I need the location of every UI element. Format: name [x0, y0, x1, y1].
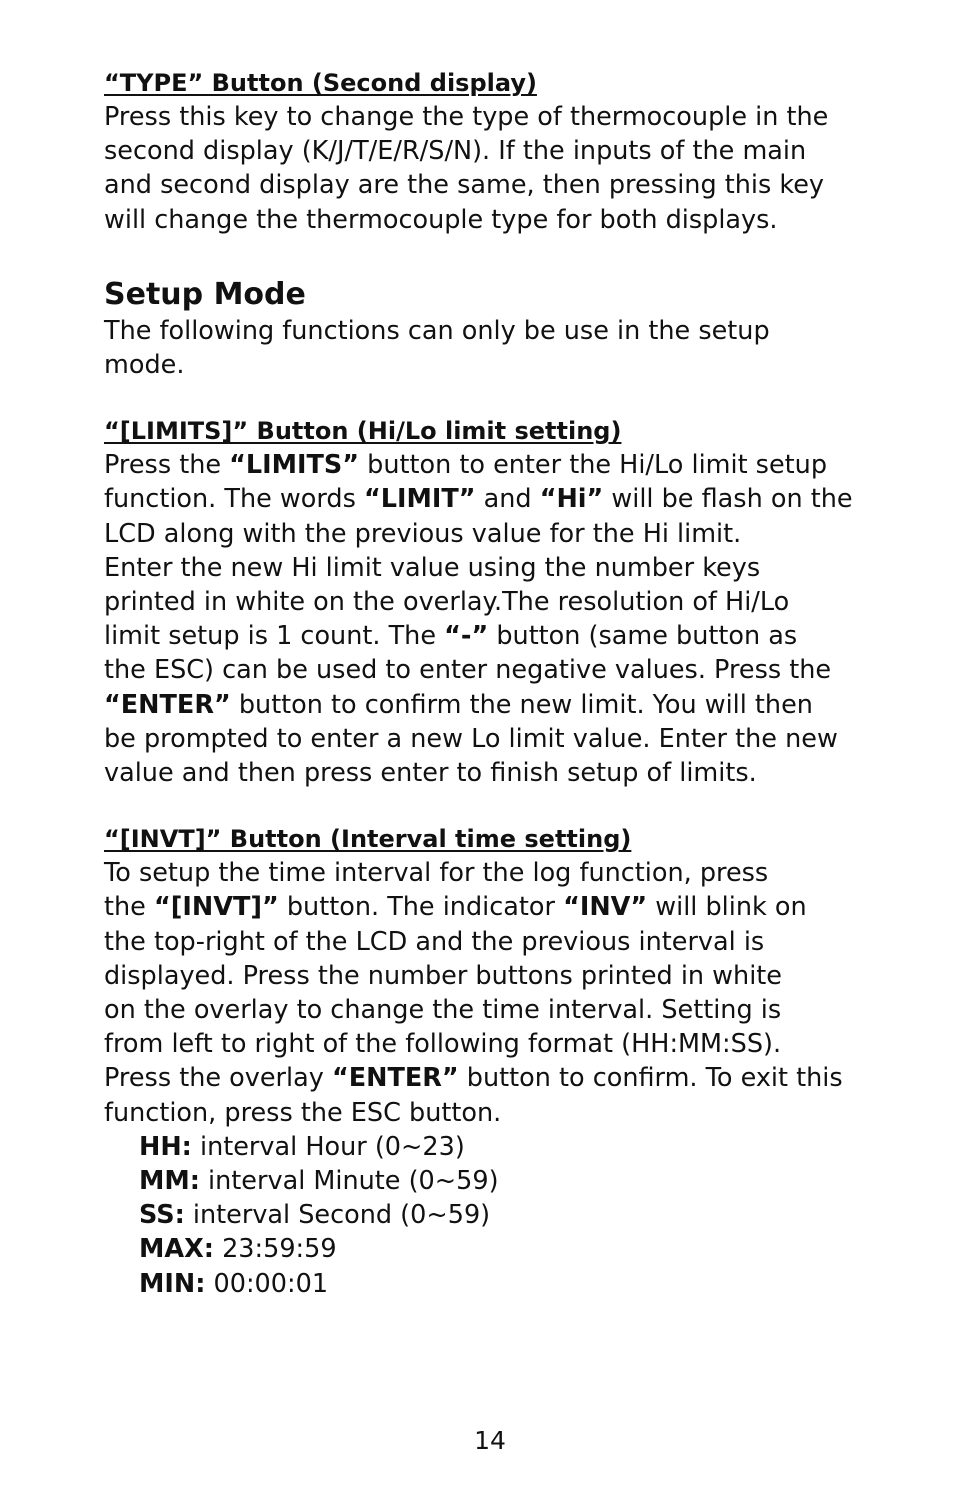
spec-value: interval Minute (0~59)	[199, 1166, 499, 1197]
paragraph-line: mode.	[104, 350, 185, 381]
text-run: and	[475, 484, 540, 515]
paragraph-line: LCD along with the previous value for the Hi limit.	[104, 518, 742, 549]
text-run: button to confirm. To exit this	[458, 1063, 843, 1094]
spec-label: MAX:	[139, 1234, 214, 1265]
spec-item-mm	[104, 1164, 904, 1198]
spec-value: interval Hour (0~23)	[191, 1131, 465, 1162]
text-run: button (same button as	[488, 621, 798, 652]
spec-item-max	[104, 1232, 904, 1266]
spacer	[104, 382, 904, 414]
bold-term: “ENTER”	[331, 1063, 459, 1094]
spec-item-hh	[104, 1130, 904, 1164]
spec-item-min	[104, 1267, 904, 1301]
paragraph-line: Enter the new Hi limit value using the number keys	[104, 552, 761, 583]
text-run: button. The indicator	[278, 892, 564, 923]
paragraph-line: value and then press enter to finish setup of limits.	[104, 758, 757, 789]
paragraph-line: the top-right of the LCD and the previous interval is	[104, 926, 765, 957]
limits-button-heading: “[LIMITS]” Button (Hi/Lo limit setting)	[104, 417, 622, 446]
paragraph-line: To setup the time interval for the log function, press	[104, 858, 769, 889]
bold-term: “ENTER”	[104, 689, 231, 720]
bold-term: “LIMIT”	[363, 484, 476, 515]
text-run: button to confirm the new limit. You will then	[230, 689, 813, 720]
text-run: button to enter the Hi/Lo limit setup	[359, 450, 828, 481]
paragraph-line: be prompted to enter a new Lo limit value. Enter the new	[104, 723, 838, 754]
paragraph-line: will change the thermocouple type for both displays.	[104, 204, 778, 235]
text-run: Press the	[104, 450, 230, 481]
spec-value: 00:00:01	[205, 1268, 329, 1299]
text-run: Press the overlay	[104, 1063, 332, 1094]
paragraph-line: function, press the ESC button.	[104, 1097, 502, 1128]
bold-term: “[INVT]”	[153, 892, 279, 923]
paragraph-line	[104, 482, 904, 516]
paragraph-line: on the overlay to change the time interval. Setting is	[104, 995, 782, 1026]
manual-page	[104, 66, 904, 1301]
setup-mode-section	[104, 276, 904, 382]
spec-value: interval Second (0~59)	[184, 1200, 491, 1231]
text-run: will be flash on the	[603, 484, 853, 515]
spec-value: 23:59:59	[213, 1234, 337, 1265]
paragraph-line	[104, 619, 904, 653]
paragraph-line	[104, 1061, 904, 1095]
paragraph-line: and second display are the same, then pressing this key	[104, 170, 825, 201]
paragraph-line: displayed. Press the number buttons printed in white	[104, 960, 782, 991]
paragraph-line: second display (K/J/T/E/R/S/N). If the inputs of the main	[104, 136, 807, 167]
paragraph-line: Press this key to change the type of thermocouple in the	[104, 102, 829, 132]
type-button-heading: “TYPE” Button (Second display)	[104, 69, 537, 97]
limits-button-section	[104, 414, 904, 790]
type-button-section	[104, 66, 904, 237]
text-run: the	[104, 892, 154, 923]
spacer	[104, 790, 904, 822]
paragraph-line: from left to right of the following format (HH:MM:SS).	[104, 1029, 782, 1060]
paragraph-line: printed in white on the overlay.The resolution of Hi/Lo	[104, 587, 790, 618]
paragraph-line: The following functions can only be use in the setup	[104, 315, 770, 346]
spec-label: MIN:	[139, 1268, 206, 1299]
invt-button-section	[104, 822, 904, 1301]
interval-spec-list	[104, 1130, 904, 1301]
paragraph-line	[104, 448, 904, 482]
text-run: limit setup is 1 count. The	[104, 621, 445, 652]
spec-label: SS:	[139, 1200, 185, 1231]
page-number: 14	[474, 1426, 506, 1455]
bold-term: “Hi”	[539, 484, 604, 515]
bold-term: “-”	[444, 621, 489, 652]
spec-label: MM:	[139, 1166, 200, 1197]
bold-term: “INV”	[563, 892, 648, 923]
spacer	[104, 237, 904, 276]
invt-button-heading: “[INVT]” Button (Interval time setting)	[104, 825, 632, 854]
spec-item-ss	[104, 1198, 904, 1232]
spec-label: HH:	[139, 1131, 192, 1162]
paragraph-line: the ESC) can be used to enter negative values. Press the	[104, 655, 832, 686]
bold-term: “LIMITS”	[229, 450, 360, 481]
text-run: function. The words	[104, 484, 364, 515]
text-run: will blink on	[647, 892, 807, 923]
paragraph-line	[104, 688, 904, 722]
paragraph-line	[104, 890, 904, 924]
setup-mode-heading: Setup Mode	[104, 276, 306, 312]
